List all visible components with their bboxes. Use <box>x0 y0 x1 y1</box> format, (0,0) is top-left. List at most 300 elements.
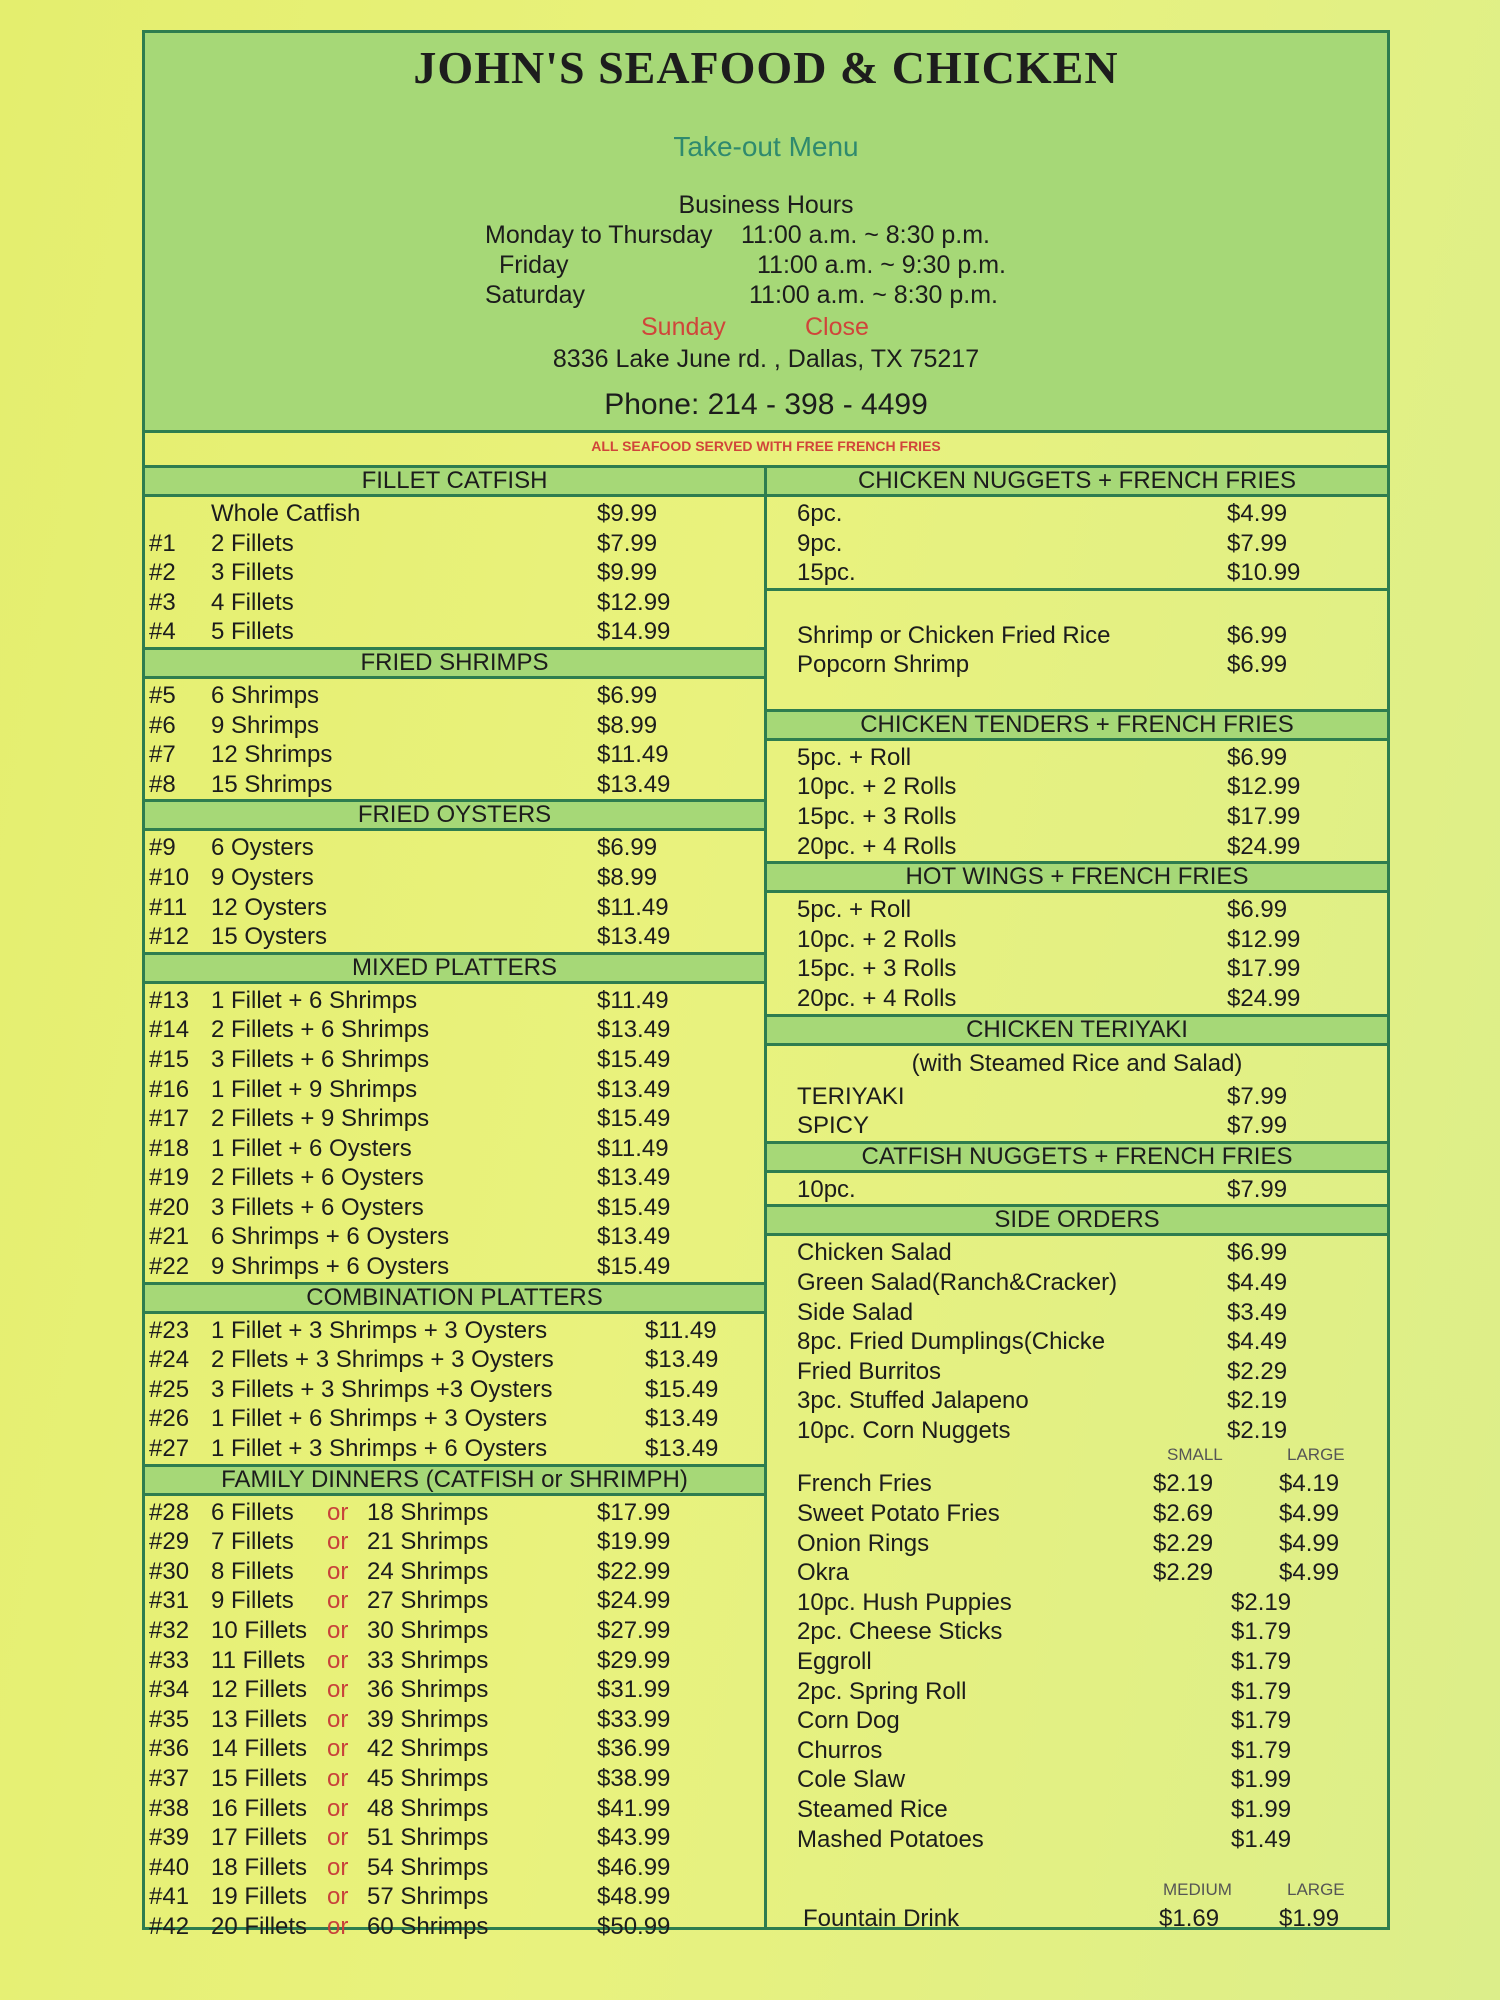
or-word: or <box>327 1705 349 1733</box>
menu-item <box>767 1765 1387 1795</box>
item-number: #39 <box>149 1824 190 1852</box>
section-title: FILLET CATFISH <box>145 468 764 497</box>
item-price: $31.99 <box>597 1676 671 1704</box>
item-name: Sweet Potato Fries <box>797 1500 1000 1528</box>
hours-day: Monday to Thursday <box>485 221 713 249</box>
item-name: 15pc. <box>797 559 856 587</box>
menu-item <box>145 1823 764 1853</box>
price-small: $2.29 <box>1153 1559 1214 1587</box>
section-title: MIXED PLATTERS <box>145 952 764 984</box>
item-price: $27.99 <box>597 1617 671 1644</box>
section-title: FRIED OYSTERS <box>145 799 764 831</box>
section-title: COMBINATION PLATTERS <box>145 1282 764 1314</box>
item-number: #35 <box>149 1705 190 1733</box>
item-price: $48.99 <box>597 1883 671 1911</box>
fillets-count: 7 Fillets <box>211 1528 294 1556</box>
item-price: $14.99 <box>597 618 671 646</box>
shrimps-count: 39 Shrimps <box>367 1705 489 1733</box>
item-name: 15pc. + 3 Rolls <box>797 802 957 830</box>
menu-item <box>767 895 1387 925</box>
free-fries-note: ALL SEAFOOD SERVED WITH FREE FRENCH FRIES <box>591 438 941 454</box>
hours-row <box>485 221 1185 251</box>
menu-item <box>767 954 1387 984</box>
shrimps-count: 30 Shrimps <box>367 1617 489 1644</box>
or-word: or <box>327 1794 349 1822</box>
item-price: $4.49 <box>1227 1328 1288 1356</box>
item-price: $2.19 <box>1227 1387 1288 1415</box>
menu-item <box>145 1375 764 1405</box>
item-name: Cole Slaw <box>797 1766 906 1794</box>
item-name <box>211 1764 488 1794</box>
or-word: or <box>327 1587 349 1615</box>
menu-item <box>145 1015 764 1045</box>
item-name: French Fries <box>797 1470 932 1498</box>
menu-item <box>767 1706 1387 1736</box>
item-name: 9 Shrimps + 6 Oysters <box>211 1253 450 1281</box>
item-name <box>211 1675 488 1705</box>
shrimps-count: 57 Shrimps <box>367 1883 489 1911</box>
hours-time: Close <box>805 313 869 341</box>
menu-item <box>767 650 1387 680</box>
item-name: Corn Dog <box>797 1707 900 1735</box>
item-price: $3.49 <box>1227 1298 1288 1326</box>
item-name <box>211 1557 488 1587</box>
item-name: 4 Fillets <box>211 588 294 616</box>
item-price: $17.99 <box>597 1498 671 1526</box>
menu-item <box>767 1588 1387 1618</box>
item-number: #30 <box>149 1557 190 1585</box>
menu-item <box>145 1434 764 1464</box>
item-price: $4.99 <box>1227 500 1288 527</box>
shrimps-count: 45 Shrimps <box>367 1764 489 1792</box>
section-title: HOT WINGS + FRENCH FRIES <box>767 861 1387 893</box>
mixed-platters-list <box>145 984 764 1282</box>
item-number: #5 <box>149 681 176 709</box>
menu-item <box>145 529 764 559</box>
menu-item <box>145 1853 764 1883</box>
menu-item <box>767 558 1387 588</box>
item-name: 12 Oysters <box>211 893 328 921</box>
menu-item <box>145 1045 764 1075</box>
item-name: 8pc. Fried Dumplings(Chicke <box>797 1328 1106 1356</box>
section-title: CHICKEN TERIYAKI <box>767 1014 1387 1046</box>
item-name: Green Salad(Ranch&Cracker) <box>797 1268 1118 1296</box>
item-price: $13.49 <box>645 1346 719 1374</box>
item-number: #11 <box>149 893 188 921</box>
shrimps-count: 36 Shrimps <box>367 1676 489 1704</box>
item-price: $11.49 <box>597 893 669 921</box>
menu-item <box>145 1104 764 1134</box>
item-name: 10pc. + 2 Rolls <box>797 925 957 953</box>
menu-item <box>145 558 764 588</box>
item-number: #42 <box>149 1912 190 1940</box>
item-number: #27 <box>149 1435 190 1463</box>
item-number: #4 <box>149 618 176 646</box>
item-price: $1.49 <box>1231 1825 1292 1853</box>
item-number: #17 <box>149 1105 190 1133</box>
item-price: $22.99 <box>597 1557 671 1585</box>
item-number: #7 <box>149 741 176 769</box>
menu-item <box>767 1677 1387 1707</box>
menu-item <box>145 1316 764 1346</box>
fried-oysters-list <box>145 831 764 951</box>
item-name: Fried Burritos <box>797 1357 942 1385</box>
fillets-count: 8 Fillets <box>211 1557 294 1585</box>
or-word: or <box>327 1676 349 1704</box>
item-number: #14 <box>149 1016 190 1044</box>
fried-shrimps-list <box>145 679 764 799</box>
or-word: or <box>327 1824 349 1852</box>
item-number: #2 <box>149 559 176 587</box>
menu-item <box>145 1646 764 1676</box>
item-name: 3 Fillets + 3 Shrimps +3 Oysters <box>211 1375 553 1403</box>
hours-day: Friday <box>499 251 569 279</box>
menu-item <box>145 617 764 647</box>
item-price: $7.99 <box>1227 1082 1288 1110</box>
section-title: CATFISH NUGGETS + FRENCH FRIES <box>767 1141 1387 1173</box>
item-price: $4.49 <box>1227 1268 1288 1296</box>
item-name: 1 Fillet + 9 Shrimps <box>211 1075 418 1103</box>
item-price: $9.99 <box>597 559 658 587</box>
item-name: 1 Fillet + 6 Oysters <box>211 1134 412 1162</box>
menu-frame <box>142 30 1390 1940</box>
menu-item <box>767 1111 1387 1141</box>
or-word: or <box>327 1617 349 1644</box>
menu-item <box>145 1882 764 1912</box>
menu-item <box>145 1705 764 1735</box>
price-large: $4.99 <box>1279 1559 1340 1587</box>
item-price: $12.99 <box>1227 773 1301 801</box>
menu-item <box>145 833 764 863</box>
item-name: Churros <box>797 1736 883 1764</box>
item-name: 20pc. + 4 Rolls <box>797 984 957 1012</box>
section-subtitle: (with Steamed Rice and Salad) <box>911 1049 1243 1077</box>
item-number: #32 <box>149 1617 190 1644</box>
or-word: or <box>327 1557 349 1585</box>
item-number: #28 <box>149 1498 190 1526</box>
item-price: $6.99 <box>1227 621 1288 649</box>
item-number: #1 <box>149 529 176 557</box>
item-name <box>211 1498 488 1528</box>
item-number: #8 <box>149 770 176 798</box>
item-name: 6pc. <box>797 500 843 527</box>
item-price: $10.99 <box>1227 559 1301 587</box>
item-price: $8.99 <box>597 863 658 891</box>
item-name <box>211 1853 488 1883</box>
item-price: $7.99 <box>597 529 658 557</box>
menu-item <box>767 1825 1387 1855</box>
menu-item <box>767 802 1387 832</box>
item-price: $13.49 <box>597 1016 671 1044</box>
fillets-count: 20 Fillets <box>211 1912 308 1940</box>
item-price: $7.99 <box>1227 1112 1288 1140</box>
chicken-teriyaki-list <box>767 1080 1387 1141</box>
item-price: $2.19 <box>1231 1588 1292 1616</box>
menu-item <box>767 925 1387 955</box>
left-column <box>145 465 767 1940</box>
item-price: $11.49 <box>645 1316 717 1344</box>
item-number: #23 <box>149 1316 190 1344</box>
menu-item <box>145 1193 764 1223</box>
menu-item <box>145 1163 764 1193</box>
shrimps-count: 42 Shrimps <box>367 1735 489 1763</box>
item-price: $12.99 <box>597 588 671 616</box>
item-price: $13.49 <box>597 923 671 951</box>
item-price: $11.49 <box>597 1134 669 1162</box>
menu-item <box>145 1794 764 1824</box>
drink-item <box>767 1904 1387 1934</box>
item-price: $17.99 <box>1227 955 1301 983</box>
item-price: $24.99 <box>1227 832 1301 860</box>
or-word: or <box>327 1912 349 1940</box>
menu-item <box>145 1134 764 1164</box>
menu-item <box>145 1675 764 1705</box>
phone-number: Phone: 214 - 398 - 4499 <box>604 388 928 421</box>
item-name: Whole Catfish <box>211 500 361 527</box>
item-name <box>211 1527 488 1557</box>
restaurant-title: JOHN'S SEAFOOD & CHICKEN <box>413 42 1119 93</box>
price-small: $2.19 <box>1153 1470 1214 1498</box>
price-medium: $1.69 <box>1159 1905 1220 1933</box>
item-price: $38.99 <box>597 1764 671 1792</box>
item-name: Steamed Rice <box>797 1796 948 1823</box>
fillets-count: 15 Fillets <box>211 1764 308 1792</box>
menu-item <box>767 1736 1387 1766</box>
or-word: or <box>327 1528 349 1556</box>
drink-size-header <box>767 1880 1387 1904</box>
item-number: #18 <box>149 1134 190 1162</box>
menu-item <box>145 499 764 529</box>
item-number: #41 <box>149 1883 190 1911</box>
size-header <box>767 1445 1387 1469</box>
item-price: $8.99 <box>597 711 658 739</box>
hours-row <box>485 281 1185 311</box>
menu-item <box>145 863 764 893</box>
menu-item <box>145 740 764 770</box>
menu-item <box>767 499 1387 529</box>
item-price: $7.99 <box>1227 529 1288 557</box>
item-name: 1 Fillet + 6 Shrimps <box>211 986 418 1014</box>
item-name <box>211 1646 488 1676</box>
item-name: Shrimp or Chicken Fried Rice <box>797 621 1111 649</box>
menu-item <box>767 1416 1387 1446</box>
item-name: 2 Fillets + 9 Shrimps <box>211 1105 430 1133</box>
item-number: #3 <box>149 588 176 616</box>
shrimps-count: 24 Shrimps <box>367 1557 489 1585</box>
price-large: $4.19 <box>1279 1470 1340 1498</box>
item-name: 20pc. + 4 Rolls <box>797 832 957 860</box>
item-name: 5pc. + Roll <box>797 743 912 771</box>
menu-item <box>145 1586 764 1616</box>
item-number: #38 <box>149 1794 190 1822</box>
item-price: $29.99 <box>597 1646 671 1674</box>
item-price: $6.99 <box>1227 1239 1288 1267</box>
item-name: 6 Oysters <box>211 834 314 862</box>
item-price: $1.79 <box>1231 1648 1292 1676</box>
price-small: $2.69 <box>1153 1500 1214 1528</box>
section-title: CHICKEN NUGGETS + FRENCH FRIES <box>767 468 1387 497</box>
or-word: or <box>327 1764 349 1792</box>
item-number: #26 <box>149 1405 190 1433</box>
item-price: $6.99 <box>1227 651 1288 679</box>
item-number: #22 <box>149 1253 190 1281</box>
item-price: $2.29 <box>1227 1357 1288 1385</box>
item-price: $1.99 <box>1231 1766 1292 1794</box>
item-price: $12.99 <box>1227 925 1301 953</box>
menu-item <box>767 1357 1387 1387</box>
item-number: #9 <box>149 834 176 862</box>
menu-item <box>767 529 1387 559</box>
item-price: $43.99 <box>597 1824 671 1852</box>
item-number: #13 <box>149 986 190 1014</box>
size-label-large: LARGE <box>1287 1445 1345 1465</box>
menu-item <box>767 1617 1387 1647</box>
shrimps-count: 18 Shrimps <box>367 1498 489 1526</box>
item-price: $6.99 <box>597 681 658 709</box>
shrimps-count: 51 Shrimps <box>367 1824 489 1852</box>
item-name: 1 Fillet + 3 Shrimps + 3 Oysters <box>211 1316 548 1344</box>
shrimps-count: 21 Shrimps <box>367 1528 489 1556</box>
item-name: Eggroll <box>797 1648 872 1676</box>
item-price: $13.49 <box>597 1164 671 1192</box>
shrimps-count: 54 Shrimps <box>367 1853 489 1881</box>
menu-item <box>145 1734 764 1764</box>
item-price: $1.79 <box>1231 1736 1292 1764</box>
item-price: $19.99 <box>597 1528 671 1556</box>
menu-item <box>145 1345 764 1375</box>
item-price: $7.99 <box>1227 1175 1288 1203</box>
item-number: #10 <box>149 863 190 891</box>
menu-item <box>767 772 1387 802</box>
section-title: CHICKEN TENDERS + FRENCH FRIES <box>767 709 1387 741</box>
item-name: 1 Fillet + 3 Shrimps + 6 Oysters <box>211 1435 548 1463</box>
menu-item <box>767 1795 1387 1825</box>
fillets-count: 10 Fillets <box>211 1617 308 1644</box>
or-word: or <box>327 1883 349 1911</box>
item-name: 2 Fillets + 6 Shrimps <box>211 1016 430 1044</box>
side-orders-list <box>767 1236 1387 1933</box>
item-name <box>211 1616 488 1646</box>
menu-item <box>145 770 764 800</box>
item-name: Side Salad <box>797 1298 914 1326</box>
item-name: 2pc. Cheese Sticks <box>797 1618 1003 1646</box>
item-name: Okra <box>797 1559 850 1587</box>
item-price: $13.49 <box>645 1405 719 1433</box>
item-price: $15.49 <box>597 1253 671 1281</box>
shrimps-count: 60 Shrimps <box>367 1912 489 1940</box>
hours-day: Saturday <box>485 281 586 309</box>
menu-item <box>767 1469 1387 1499</box>
hours-time: 11:00 a.m. ~ 9:30 p.m. <box>757 251 1006 279</box>
item-name <box>211 1734 488 1764</box>
item-number: #12 <box>149 923 190 951</box>
fillets-count: 13 Fillets <box>211 1705 308 1733</box>
menu-item <box>145 588 764 618</box>
menu-item <box>145 1764 764 1794</box>
menu-item <box>767 1529 1387 1559</box>
menu-subtitle: Take-out Menu <box>673 131 859 162</box>
item-name: 2 Fillets + 6 Oysters <box>211 1164 424 1192</box>
hours-time: 11:00 a.m. ~ 8:30 p.m. <box>741 221 990 249</box>
item-name: 2pc. Spring Roll <box>797 1677 967 1705</box>
item-price: $36.99 <box>597 1735 671 1763</box>
menu-item <box>145 711 764 741</box>
item-number: #15 <box>149 1045 190 1073</box>
menu-item <box>767 1386 1387 1416</box>
hours-row <box>485 251 1185 281</box>
item-name <box>211 1882 488 1912</box>
hours-time: 11:00 a.m. ~ 8:30 p.m. <box>749 281 998 309</box>
menu-item <box>767 1268 1387 1298</box>
item-price: $46.99 <box>597 1853 671 1881</box>
item-name: 2 Fllets + 3 Shrimps + 3 Oysters <box>211 1346 554 1374</box>
menu-item <box>767 621 1387 651</box>
menu-item <box>767 984 1387 1014</box>
item-number: #33 <box>149 1646 190 1674</box>
item-number: #29 <box>149 1528 190 1556</box>
item-price: $15.49 <box>645 1375 719 1403</box>
shrimps-count: 27 Shrimps <box>367 1587 489 1615</box>
menu-item <box>145 1222 764 1252</box>
fillets-count: 16 Fillets <box>211 1794 308 1822</box>
hot-wings-list <box>767 893 1387 1013</box>
menu-item <box>145 922 764 952</box>
item-name: 6 Shrimps <box>211 681 320 709</box>
item-price: $33.99 <box>597 1705 671 1733</box>
item-name: 9 Oysters <box>211 863 314 891</box>
item-name: 6 Shrimps + 6 Oysters <box>211 1223 450 1251</box>
item-price: $11.49 <box>597 986 669 1014</box>
size-label-small: SMALL <box>1167 1445 1223 1465</box>
section-title: FRIED SHRIMPS <box>145 647 764 679</box>
item-price: $13.49 <box>597 1075 671 1103</box>
item-name: 10pc. + 2 Rolls <box>797 773 957 801</box>
business-hours-title: Business Hours <box>678 191 854 219</box>
item-price: $6.99 <box>597 834 658 862</box>
item-name: 15 Oysters <box>211 923 328 951</box>
item-name: 5 Fillets <box>211 618 294 646</box>
menu-item <box>145 1498 764 1528</box>
fillets-count: 11 Fillets <box>211 1646 306 1674</box>
item-number: #6 <box>149 711 176 739</box>
fillets-count: 9 Fillets <box>211 1587 294 1615</box>
item-number: #36 <box>149 1735 190 1763</box>
item-name <box>211 1823 488 1853</box>
item-price: $13.49 <box>597 770 671 798</box>
item-name: 1 Fillet + 6 Shrimps + 3 Oysters <box>211 1405 548 1433</box>
menu-header <box>145 33 1387 433</box>
size-label-medium: MEDIUM <box>1163 1880 1232 1900</box>
item-name: SPICY <box>797 1112 870 1140</box>
address: 8336 Lake June rd. , Dallas, TX 75217 <box>552 345 980 373</box>
menu-item <box>145 1404 764 1434</box>
item-price: $15.49 <box>597 1105 671 1133</box>
price-large: $4.99 <box>1279 1500 1340 1528</box>
item-number: #20 <box>149 1193 190 1221</box>
menu-item <box>145 1557 764 1587</box>
hours-day: Sunday <box>641 313 726 341</box>
menu-item <box>145 1616 764 1646</box>
menu-item <box>145 681 764 711</box>
menu-item <box>145 1075 764 1105</box>
hours-row-sunday <box>485 313 1185 343</box>
family-dinners-list <box>145 1496 764 1942</box>
item-price: $1.79 <box>1231 1618 1292 1646</box>
item-name: Onion Rings <box>797 1529 930 1557</box>
chicken-nuggets-list <box>767 497 1387 588</box>
menu-item <box>767 1175 1387 1205</box>
item-price: $1.79 <box>1231 1677 1292 1705</box>
